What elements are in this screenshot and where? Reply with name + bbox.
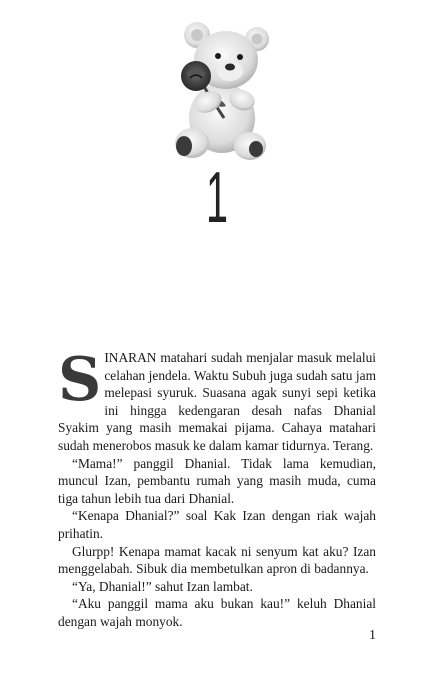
paragraph: “Kenapa Dhanial?” soal Kak Izan dengan riak wajah prihatin.	[58, 508, 376, 541]
paragraph: “Mama!” panggil Dhanial. Tidak lama kemudian, muncul Izan, pembantu rumah yang masih muda, cuma tiga tahun lebih tua dari Dhanial.	[58, 455, 376, 506]
opening-paragraph-text: INARAN matahari sudah menjalar masuk melalui celahan jendela. Waktu Subuh juga sudah satu jam melepasi syuruk. Suasana agak sunyi sepi ketika ini hingga kedengaran desah nafas Dhanial Syakim yang masih memakai pijama. Cahaya matahari sudah menerobos masuk ke dalam kamar tidurnya. Terang.	[58, 350, 376, 453]
drop-cap: S	[58, 345, 102, 415]
paragraph: “Aku panggil mama aku bukan kau!” keluh Dhanial dengan wajah monyok.	[58, 596, 376, 629]
chapter-body	[58, 345, 376, 631]
chapter-number: 1	[205, 158, 229, 238]
opening-paragraph	[58, 345, 376, 455]
paragraph: Glurpp! Kenapa mamat kacak ni senyum kat aku? Izan menggelabah. Sibuk dia membetulkan apron di badannya.	[58, 543, 376, 577]
page-number: 1	[369, 628, 376, 643]
paragraph: “Ya, Dhanial!” sahut Izan lambat.	[72, 578, 253, 594]
teddy-bear-with-rose-icon	[160, 18, 275, 163]
